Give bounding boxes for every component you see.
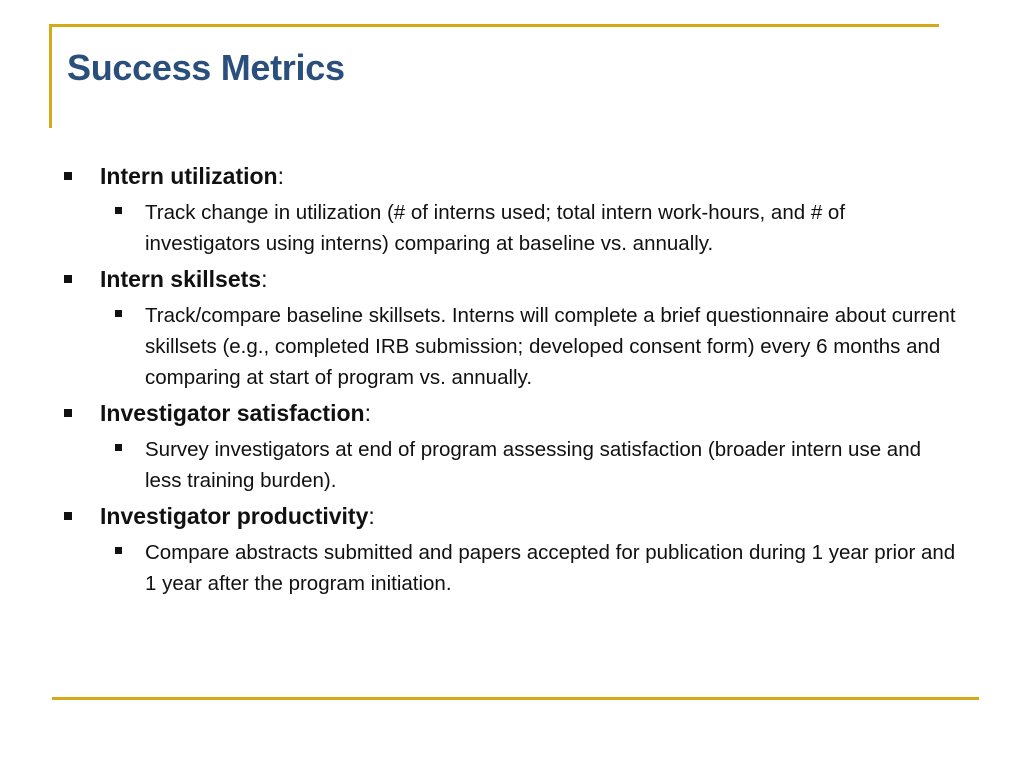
metric-heading: Investigator satisfaction [100,400,365,426]
metric-detail [100,300,960,393]
square-bullet-icon [64,275,72,283]
metric-detail [100,537,960,599]
square-bullet-icon [64,409,72,417]
bottom-accent-rule [52,697,979,700]
square-bullet-icon [64,512,72,520]
left-accent-rule [49,24,52,128]
metric-details [100,537,960,599]
square-bullet-icon [64,172,72,180]
metric-heading: Intern utilization [100,163,278,189]
metric-detail-text: Track/compare baseline skillsets. Interns will complete a brief questionnaire about current skillsets (e.g., completed IRB submission; developed consent form) every 6 months and comparing at start of program vs. annually. [145,304,956,389]
square-bullet-icon [115,444,122,451]
metric-heading-colon: : [364,400,371,426]
metric-heading-line [100,396,960,430]
metric-detail [100,197,960,259]
metric-item-intern-skillsets [60,262,960,393]
metric-detail-text: Compare abstracts submitted and papers accepted for publication during 1 year prior and 1 year after the program initiation. [145,541,956,595]
slide-title: Success Metrics [67,47,345,88]
metric-heading-colon: : [261,266,268,292]
metric-detail [100,434,960,496]
metric-heading-colon: : [277,163,284,189]
square-bullet-icon [115,547,122,554]
metric-item-intern-utilization [60,159,960,259]
metric-details [100,300,960,393]
metric-item-investigator-satisfaction [60,396,960,496]
metric-item-investigator-productivity [60,499,960,599]
metric-heading-colon: : [368,503,375,529]
metric-detail-text: Track change in utilization (# of interns used; total intern work-hours, and # of investigators using interns) comparing at baseline vs. annually. [145,201,846,255]
square-bullet-icon [115,207,122,214]
metric-heading-line [100,499,960,533]
metric-heading: Investigator productivity [100,503,369,529]
top-accent-rule [50,24,939,27]
metric-heading-line [100,159,960,193]
metrics-list [60,159,960,602]
metric-detail-text: Survey investigators at end of program assessing satisfaction (broader intern use and less training burden). [145,438,921,492]
square-bullet-icon [115,310,122,317]
metric-details [100,197,960,259]
metric-details [100,434,960,496]
metric-heading-line [100,262,960,296]
metric-heading: Intern skillsets [100,266,262,292]
